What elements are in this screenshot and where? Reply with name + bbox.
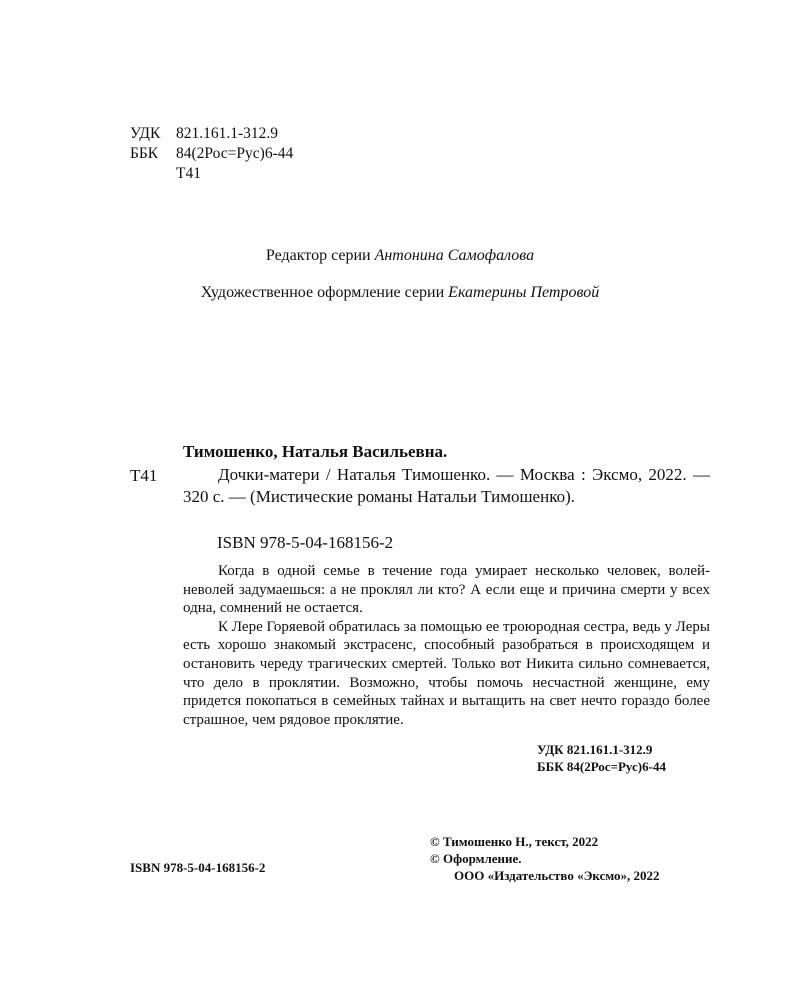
annotation-paragraph-2: К Лере Горяевой обратилась за помощью ее троюродная сестра, ведь у Леры есть хорошо знакомый экстрасенс, способный разобраться в происходящем и остановить череду трагических смертей. Только вот Никита сильно сомневается, что дело в проклятии. Возможно, чтобы помочь несчастной женщине, ему придется покопаться в семейных тайнах и вытащить на свет нечто гораздо более страшное, чем рядовое проклятие. xyxy=(183,618,710,728)
bbk-value: 84(2Рос=Рус)6-44 xyxy=(176,145,294,162)
udk-label: УДК xyxy=(130,125,161,142)
bibliographic-description: Дочки-матери / Наталья Тимошенко. — Москва : Эксмо, 2022. — 320 с. — (Мистические романы Натальи Тимошенко). xyxy=(183,465,710,506)
copyright-line-2: © Оформление. xyxy=(430,851,522,866)
annotation xyxy=(183,562,710,729)
series-design-line xyxy=(0,284,800,302)
isbn-bottom: ISBN 978-5-04-168156-2 xyxy=(130,860,266,875)
bbk-label: ББК xyxy=(130,145,159,162)
top-classification-block xyxy=(130,124,293,184)
udk-row xyxy=(130,124,293,144)
author-heading: Тимошенко, Наталья Васильевна. xyxy=(183,442,448,461)
annotation-paragraph-1: Когда в одной семье в течение года умирает несколько человек, волей-неволей задумаешься: а не проклял ли кто? А если еще и причина смерти у всех одна, сомнений не остается. xyxy=(183,563,710,617)
series-editor-prefix: Редактор серии xyxy=(265,247,375,264)
series-editor-line xyxy=(0,247,800,265)
bottom-classification-block xyxy=(537,741,666,775)
copyright-block xyxy=(430,833,660,884)
series-editor-name: Антонина Самофалова xyxy=(374,247,535,264)
copyright-line-1: © Тимошенко Н., текст, 2022 xyxy=(430,834,599,849)
bbk-row xyxy=(130,144,293,164)
bbk-line: ББК 84(2Рос=Рус)6-44 xyxy=(537,759,666,774)
series-design-prefix: Художественное оформление серии xyxy=(200,284,449,301)
udk-value: 821.161.1-312.9 xyxy=(176,125,279,142)
series-design-name: Екатерины Петровой xyxy=(448,284,600,301)
author-mark-top: Т41 xyxy=(176,165,201,182)
udk-line: УДК 821.161.1-312.9 xyxy=(537,742,653,757)
copyright-line-3: ООО «Издательство «Эксмо», 2022 xyxy=(454,868,660,883)
isbn-record: ISBN 978-5-04-168156-2 xyxy=(217,533,394,552)
author-mark-record: Т41 xyxy=(130,466,158,485)
